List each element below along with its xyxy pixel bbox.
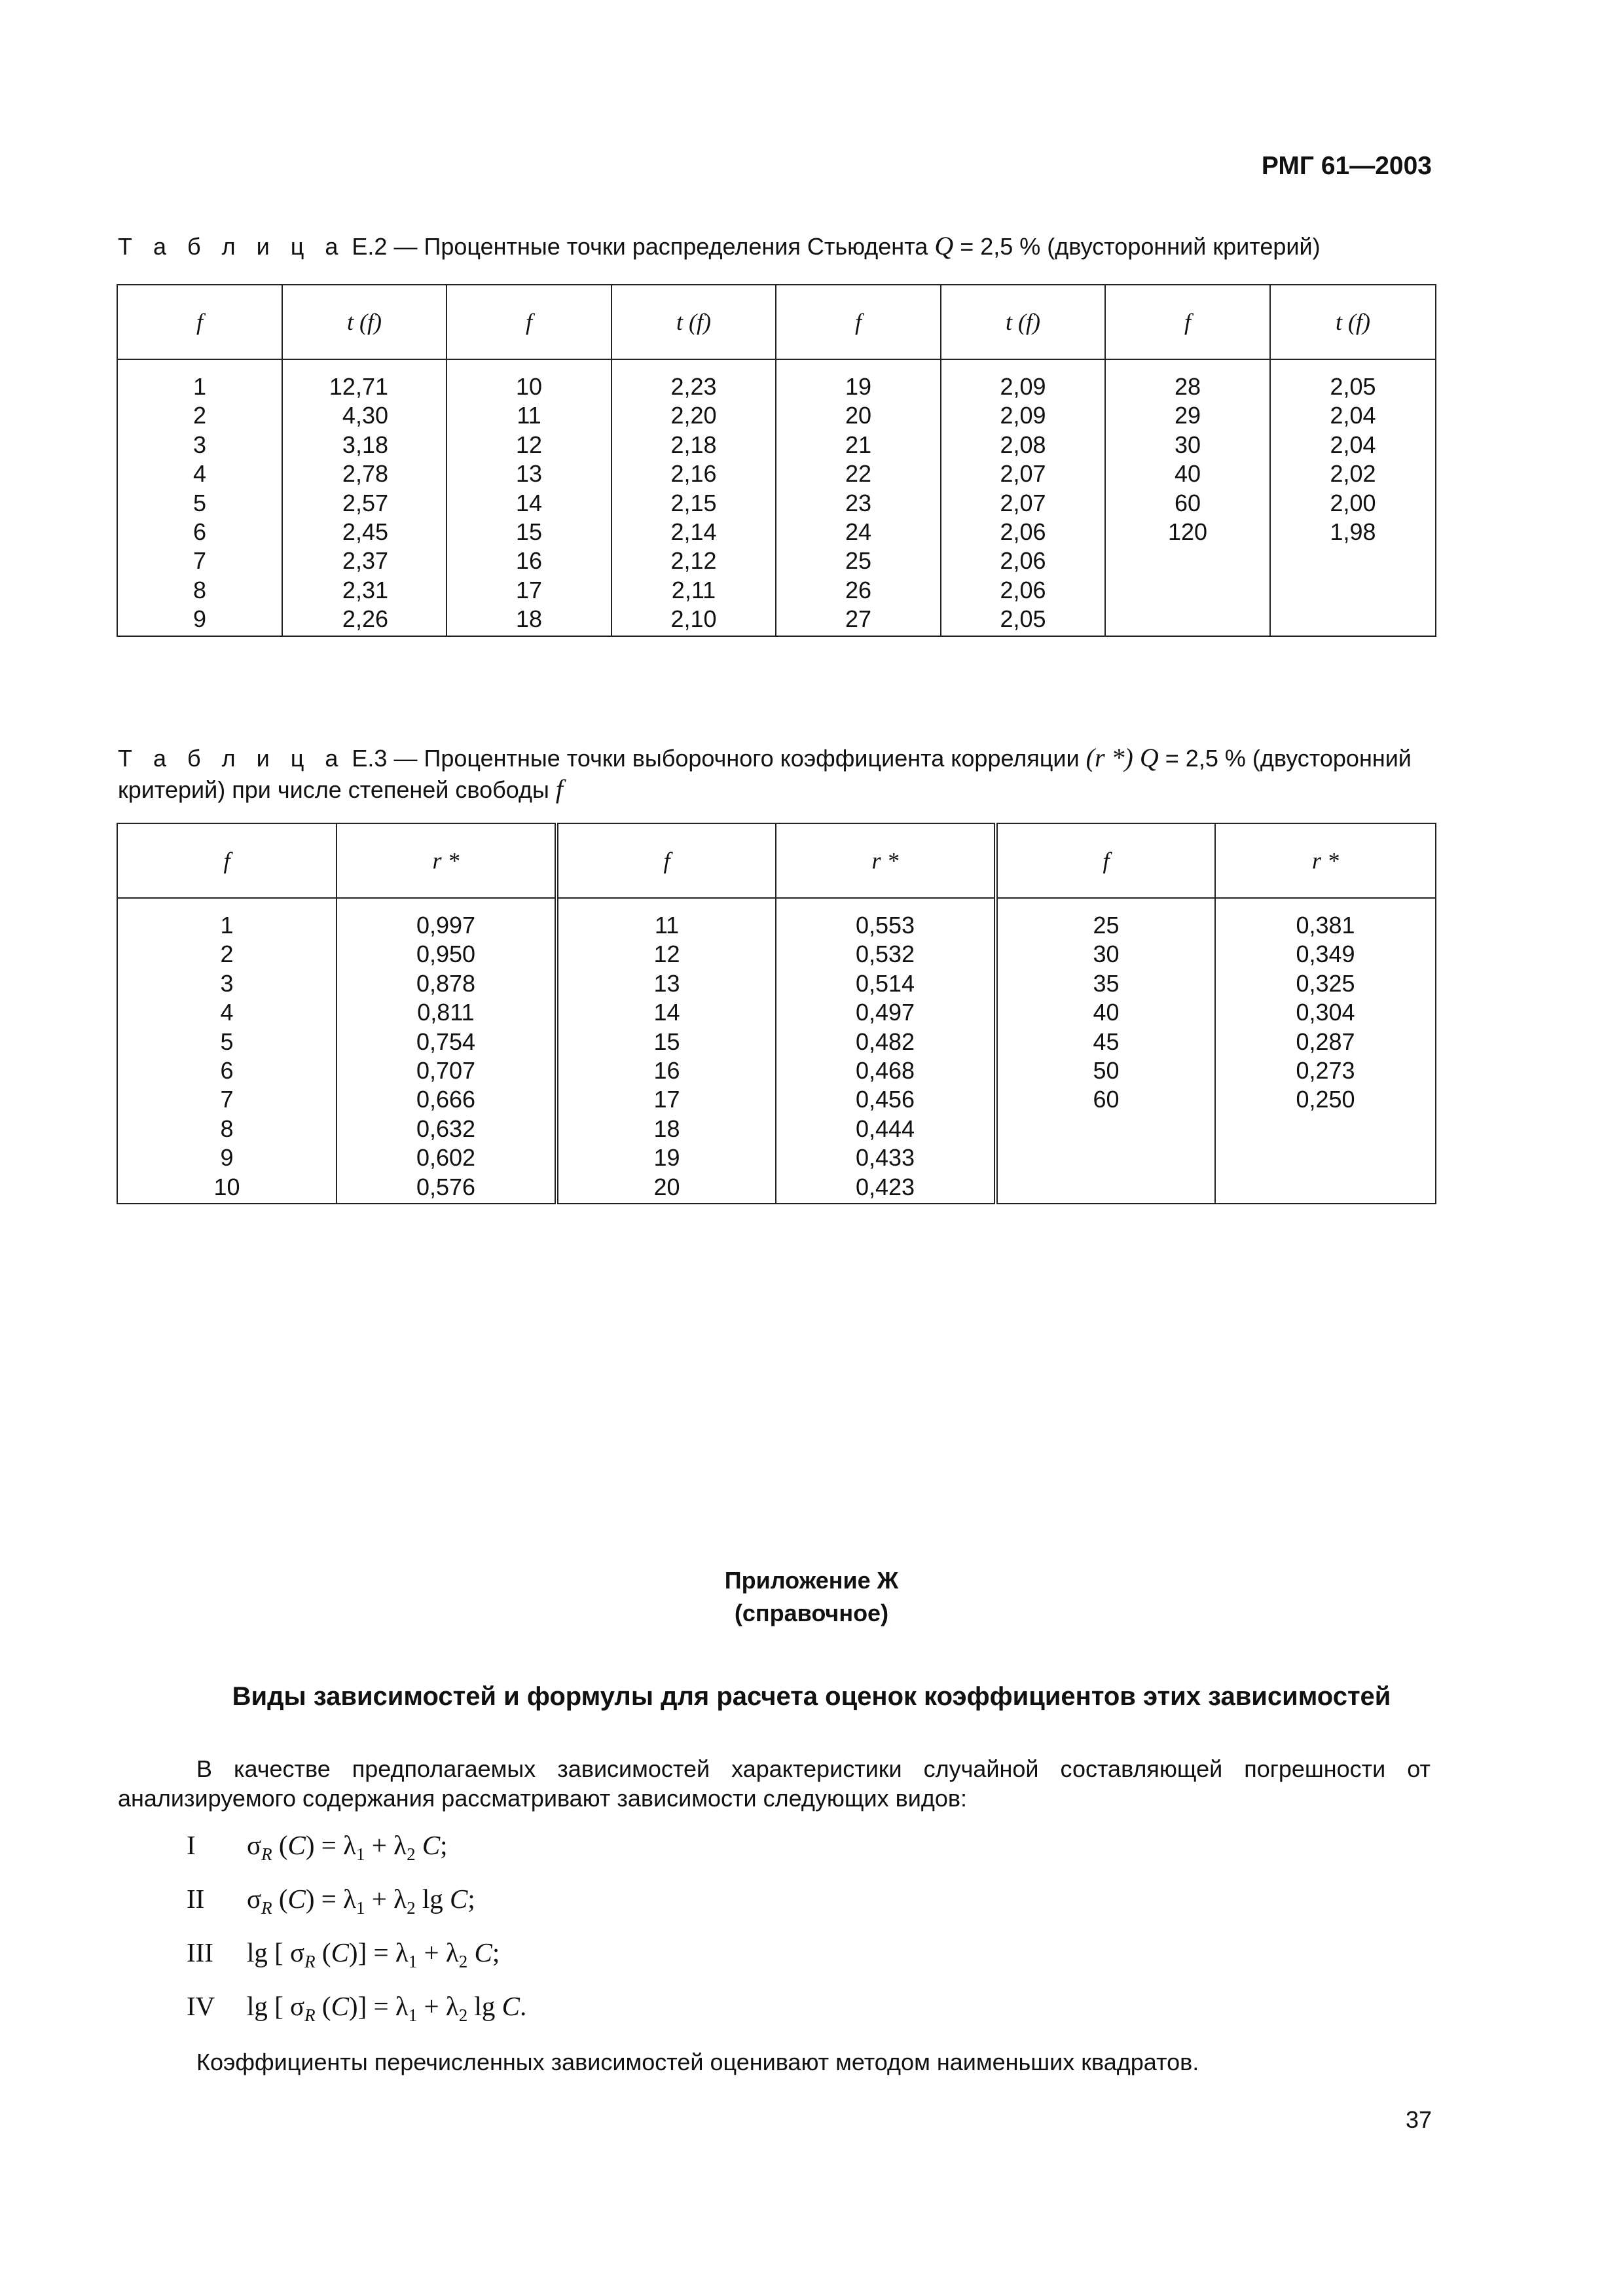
table-cell: 0,878: [416, 969, 476, 997]
table-e3-col-f3: [996, 898, 1215, 1204]
table-cell: 9: [192, 605, 207, 633]
formula-plus: + λ: [365, 1830, 407, 1860]
table-e2-header-f: f: [117, 285, 282, 359]
formula-subscript: 2: [407, 1898, 416, 1918]
table-cell: 0,287: [1296, 1028, 1355, 1055]
formula-sigma-r: $\sigma_R$ (C): [247, 1830, 315, 1865]
formula-number: II: [187, 1884, 205, 1914]
table-cell: 2,20: [670, 402, 717, 429]
table-cell: 0,707: [416, 1057, 476, 1085]
table-cell: 16: [653, 1057, 680, 1085]
table-cell: 19: [845, 373, 872, 400]
table-cell: 0,514: [855, 969, 915, 997]
formula-end: ;: [492, 1937, 500, 1967]
formula-variable: C: [449, 1884, 468, 1914]
table-cell: 2,02: [1330, 460, 1376, 488]
formula-variable: C: [422, 1830, 441, 1860]
table-cell: 25: [1093, 912, 1120, 939]
table-e3-header-f: f: [117, 823, 337, 898]
table-cell: 1: [220, 912, 234, 939]
table-cell: 7: [220, 1086, 234, 1113]
table-cell: 12: [653, 941, 680, 968]
table-cell: 3,18: [342, 431, 388, 458]
table-cell: 0,532: [855, 941, 915, 968]
table-e3-col-r1: [337, 898, 556, 1204]
table-e3-header-f: f: [996, 823, 1215, 898]
table-cell: 2,04: [1330, 431, 1376, 458]
formula-variable: C: [474, 1937, 492, 1967]
table-cell: 2,06: [1000, 518, 1046, 546]
table-cell: 2,08: [1000, 431, 1046, 458]
table-cell: 0,576: [416, 1173, 476, 1200]
table-cell: 2,26: [342, 605, 388, 633]
table-cell: 0,754: [416, 1028, 476, 1055]
formula-subscript: 2: [458, 1952, 468, 1972]
table-e2-col-f4: [1105, 359, 1270, 636]
formula-number: I: [187, 1830, 196, 1860]
formula-prefix: lg [: [247, 1991, 291, 2021]
table-cell: 45: [1093, 1028, 1120, 1055]
table-cell: 2,09: [1000, 402, 1046, 429]
table-cell: 2,11: [671, 576, 716, 603]
formula-number: III: [187, 1937, 213, 1967]
table-cell: 18: [653, 1115, 680, 1142]
intro-text: В качестве предполагаемых зависимостей характеристики случайной составляющей погрешности от анализируемого содержания рассматривают зависимости следующих видов:: [118, 1755, 1431, 1812]
table-cell: 17: [515, 576, 543, 603]
table-cell: 0,950: [416, 941, 476, 968]
formula-subscript: 2: [458, 2005, 468, 2026]
table-e2-col-tf2: [611, 359, 776, 636]
table-cell: 50: [1093, 1057, 1120, 1085]
table-cell: 2,23: [670, 373, 717, 400]
intro-paragraph: [118, 1754, 1431, 1813]
table-cell: 120: [1167, 518, 1208, 546]
table-e2-caption-text: Е.2 — Процентные точки распределения Стьюдента: [352, 233, 928, 260]
appendix-title: Приложение Ж: [724, 1567, 899, 1594]
formula-tail: [467, 1937, 474, 1967]
table-e2-header-f: f: [776, 285, 941, 359]
table-e2-header-tf: t (f): [611, 285, 776, 359]
table-e2-header-f: f: [447, 285, 611, 359]
table-e2-header-tf: t (f): [941, 285, 1105, 359]
table-cell: 40: [1174, 460, 1201, 488]
formula-number: IV: [187, 1991, 215, 2021]
formula-end: .: [520, 1991, 527, 2021]
formula-sigma-r: $\sigma_R$ (C): [290, 1991, 358, 2026]
table-cell: 15: [515, 518, 543, 546]
table-cell: 3: [192, 431, 207, 458]
table-cell: 2,04: [1330, 402, 1376, 429]
table-cell: 14: [653, 999, 680, 1026]
table-cell: 4: [220, 999, 234, 1026]
formula-subscript: 1: [408, 2005, 418, 2026]
table-cell: 2,31: [342, 576, 388, 603]
table-e2-col-f3: [776, 359, 941, 636]
table-cell: 10: [213, 1173, 240, 1200]
table-cell: 20: [653, 1173, 680, 1200]
table-cell: 12: [515, 431, 543, 458]
table-cell: 2,00: [1330, 489, 1376, 516]
table-cell: 5: [220, 1028, 234, 1055]
table-cell: 20: [845, 402, 872, 429]
table-cell: 25: [845, 547, 872, 575]
table-cell: 2,37: [342, 547, 388, 575]
table-cell: 16: [515, 547, 543, 575]
table-e3-caption-r: (r *): [1085, 743, 1133, 772]
table-cell: 11: [654, 912, 680, 939]
table-cell: 7: [192, 547, 207, 575]
table-cell: 0,381: [1296, 912, 1355, 939]
formula-equals: = λ: [314, 1884, 357, 1914]
table-cell: 19: [653, 1144, 680, 1172]
table-cell: 27: [845, 605, 872, 633]
table-e2-caption-q: Q: [934, 231, 954, 260]
table-cell: 0,433: [855, 1144, 915, 1172]
table-cell: 2,10: [670, 605, 717, 633]
formula-tail: [416, 1830, 422, 1860]
formula-4: [187, 1990, 526, 2026]
table-e2-col-tf4: [1270, 359, 1436, 636]
table-cell: 2,09: [1000, 373, 1046, 400]
table-cell: 2: [220, 941, 234, 968]
table-e2-caption: [118, 230, 1321, 262]
table-e3-caption: [118, 742, 1434, 805]
table-cell: 11: [517, 402, 541, 429]
table-cell: 2,05: [1330, 373, 1376, 400]
formula-subscript: 1: [356, 1844, 365, 1865]
table-cell: 2,15: [670, 489, 717, 516]
table-cell: 0,666: [416, 1086, 476, 1113]
formula-tail: lg: [415, 1884, 450, 1914]
table-e3-col-f1: [117, 898, 337, 1204]
table-e3-caption-tail: = 2,5 % (двусторонний: [1165, 745, 1412, 772]
table-cell: 2: [192, 402, 207, 429]
table-cell: 12,71: [329, 373, 388, 400]
table-e2-header-f: f: [1105, 285, 1270, 359]
table-cell: 0,553: [855, 912, 915, 939]
formula-2: [187, 1883, 475, 1918]
table-cell: 24: [845, 518, 872, 546]
table-cell: 13: [515, 460, 543, 488]
table-e3-col-f2: [556, 898, 776, 1204]
table-cell: 0,468: [855, 1057, 915, 1085]
table-e2-col-f2: [447, 359, 611, 636]
table-cell: 30: [1174, 431, 1201, 458]
table-cell: 2,45: [342, 518, 388, 546]
table-cell: 6: [220, 1057, 234, 1085]
table-cell: 6: [192, 518, 207, 546]
appendix-subtitle: (справочное): [734, 1600, 889, 1626]
table-cell: 1: [192, 373, 207, 400]
formula-plus: + λ: [417, 1937, 459, 1967]
table-cell: 2,16: [670, 460, 717, 488]
page-number: 37: [1405, 2106, 1432, 2133]
table-cell: 0,250: [1296, 1086, 1355, 1113]
table-cell: 0,997: [416, 912, 476, 939]
table-cell: 2,07: [1000, 460, 1046, 488]
table-cell: 0,632: [416, 1115, 476, 1142]
table-cell: 0,325: [1296, 969, 1355, 997]
table-cell: 0,304: [1296, 999, 1355, 1026]
table-e3: [117, 823, 1436, 1204]
table-e3-header-r: r *: [337, 823, 556, 898]
formula-subscript: 1: [408, 1952, 418, 1972]
table-e3-col-r2: [776, 898, 996, 1204]
table-cell: 60: [1093, 1086, 1120, 1113]
table-cell: 18: [515, 605, 543, 633]
table-e3-caption-q: Q: [1139, 743, 1159, 772]
formula-sigma-r: $\sigma_R$ (C): [247, 1884, 315, 1918]
formula-subscript: 1: [356, 1898, 365, 1918]
table-cell: 2,14: [670, 518, 717, 546]
table-cell: 0,444: [855, 1115, 915, 1142]
table-cell: 60: [1174, 489, 1201, 516]
table-e2-col-tf3: [941, 359, 1105, 636]
table-e2-header-tf: t (f): [1270, 285, 1436, 359]
table-cell: 4,30: [342, 402, 388, 429]
table-cell: 0,497: [855, 999, 915, 1026]
table-cell: 30: [1093, 941, 1120, 968]
formula-variable: C: [501, 1991, 520, 2021]
table-e2-caption-prefix: Т а б л и ц а: [118, 233, 346, 260]
table-cell: 10: [515, 373, 543, 400]
table-e3-col-r3: [1215, 898, 1436, 1204]
table-cell: 0,349: [1296, 941, 1355, 968]
formula-subscript: 2: [407, 1844, 416, 1865]
table-e3-header-r: r *: [1215, 823, 1436, 898]
closing-text: Коэффициенты перечисленных зависимостей оценивают методом наименьших квадратов.: [196, 2049, 1199, 2075]
table-cell: 2,07: [1000, 489, 1046, 516]
table-cell: 0,456: [855, 1086, 915, 1113]
table-cell: 4: [192, 460, 207, 488]
formula-sigma-r: $\sigma_R$ (C): [290, 1937, 358, 1972]
table-e2-caption-tail: = 2,5 % (двусторонний критерий): [960, 233, 1321, 260]
table-cell: 2,57: [342, 489, 388, 516]
table-cell: 9: [220, 1144, 234, 1172]
table-e2-col-tf1: [282, 359, 447, 636]
formula-end: ;: [467, 1884, 475, 1914]
table-cell: 2,12: [670, 547, 717, 575]
table-cell: 1,98: [1330, 518, 1376, 546]
table-cell: 29: [1174, 402, 1201, 429]
table-cell: 23: [845, 489, 872, 516]
table-e3-header-f: f: [556, 823, 776, 898]
formula-end: ;: [440, 1830, 448, 1860]
table-cell: 40: [1093, 999, 1120, 1026]
table-cell: 8: [192, 576, 207, 603]
table-e3-caption-prefix: Т а б л и ц а: [118, 745, 346, 772]
table-cell: 5: [192, 489, 207, 516]
table-cell: 2,78: [342, 460, 388, 488]
table-cell: 2,06: [1000, 547, 1046, 575]
table-e2-header-tf: t (f): [282, 285, 447, 359]
table-cell: 35: [1093, 969, 1120, 997]
formula-3: [187, 1937, 500, 1972]
formula-plus: + λ: [417, 1991, 459, 2021]
section-title: Виды зависимостей и формулы для расчета оценок коэффициентов этих зависимостей: [232, 1682, 1391, 1711]
table-cell: 3: [220, 969, 234, 997]
formula-tail: lg: [467, 1991, 502, 2021]
formula-plus: + λ: [365, 1884, 407, 1914]
table-e3-caption-line2: критерий) при числе степеней свободы: [118, 776, 549, 803]
closing-paragraph: [118, 2047, 1431, 2077]
table-cell: 8: [220, 1115, 234, 1142]
document-code: РМГ 61—2003: [1261, 152, 1432, 180]
table-cell: 0,273: [1296, 1057, 1355, 1085]
formula-prefix: lg [: [247, 1937, 291, 1967]
table-e3-header-r: r *: [776, 823, 996, 898]
formula-equals: ] = λ: [357, 1937, 409, 1967]
table-cell: 22: [845, 460, 872, 488]
table-cell: 2,06: [1000, 576, 1046, 603]
table-cell: 15: [653, 1028, 680, 1055]
table-cell: 0,482: [855, 1028, 915, 1055]
formula-equals: ] = λ: [357, 1991, 409, 2021]
table-e2-col-f1: [117, 359, 282, 636]
table-cell: 0,423: [855, 1173, 915, 1200]
table-cell: 0,811: [417, 999, 475, 1026]
table-e2: [117, 284, 1436, 637]
table-cell: 14: [515, 489, 543, 516]
table-cell: 0,602: [416, 1144, 476, 1172]
formula-equals: = λ: [314, 1830, 357, 1860]
table-cell: 2,18: [670, 431, 717, 458]
table-cell: 21: [845, 431, 872, 458]
table-e3-caption-f: f: [555, 774, 563, 804]
table-e3-caption-text: Е.3 — Процентные точки выборочного коэффициента корреляции: [352, 745, 1080, 772]
formula-1: [187, 1829, 448, 1865]
table-cell: 13: [653, 969, 680, 997]
table-cell: 28: [1174, 373, 1201, 400]
table-cell: 2,05: [1000, 605, 1046, 633]
table-cell: 26: [845, 576, 872, 603]
table-cell: 17: [653, 1086, 680, 1113]
